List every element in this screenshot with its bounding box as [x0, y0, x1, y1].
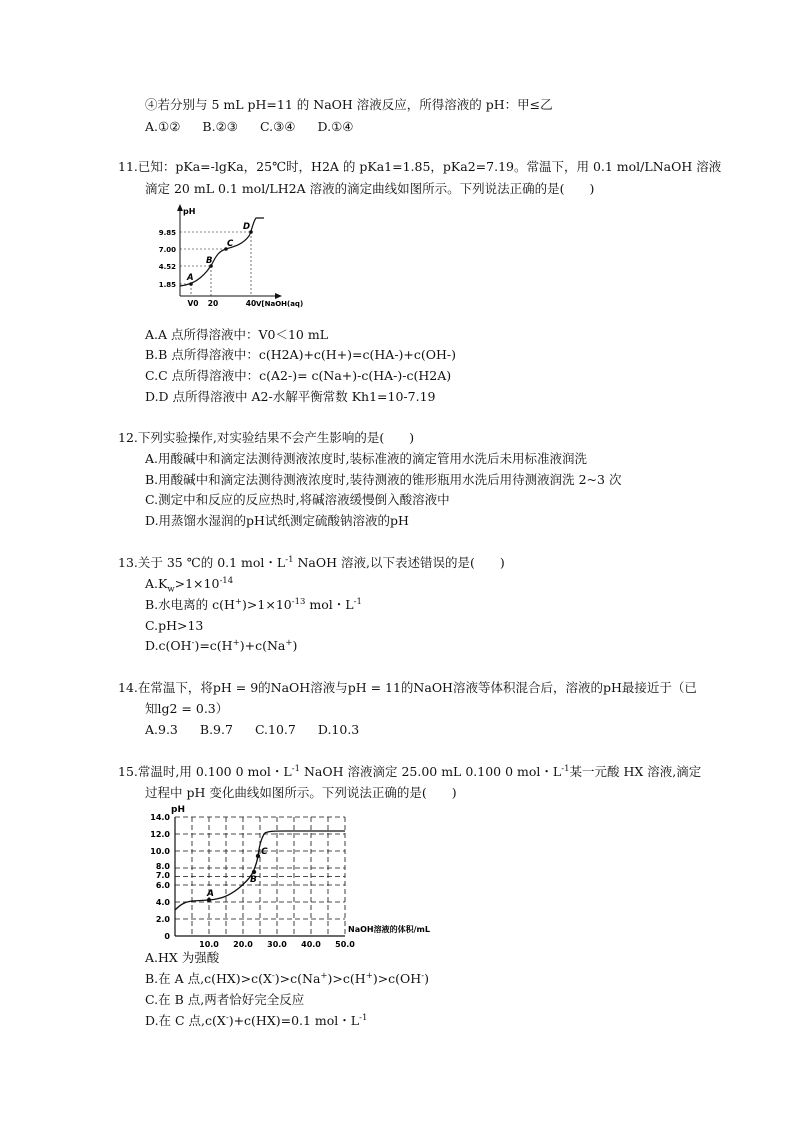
q12-option-d: D.用蒸馏水湿润的pH试纸测定硫酸钠溶液的pH — [145, 513, 409, 528]
q11-option-c: C.C 点所得溶液中：c(A2-)= c(Na+)-c(HA-)-c(H2A) — [145, 368, 452, 383]
q14-stem-line1: 14.在常温下，将pH = 9的NaOH溶液与pH = 11的NaOH溶液等体积混合后，溶液的pH最接近于（已 — [118, 680, 697, 695]
q15-xtick-40: 40.0 — [301, 940, 321, 949]
q15-option-c: C.在 B 点,两者恰好完全反应 — [145, 992, 305, 1007]
q11-option-d: D.D 点所得溶液中 A2-水解平衡常数 Kh1=10-7.19 — [145, 389, 436, 404]
q11-titration-chart — [150, 200, 304, 310]
q11-ytick-985: 9.85 — [158, 229, 176, 237]
q14-stem-line2: 知lg2 = 0.3） — [145, 701, 229, 716]
q13-option-d: D.c(OH-)=c(H+)+c(Na+) — [145, 637, 298, 653]
q10-option-a: A.①② — [145, 119, 181, 134]
q14-option-d: D.10.3 — [317, 722, 360, 737]
q13-option-b: B.水电离的 $c(H^+)>1\times 10^{-13}$ mol・$L^{-1}$ — [145, 596, 362, 612]
q15-ytick-4: 4.0 — [155, 898, 170, 907]
q11-stem-line2: 滴定 20 mL 0.1 mol/LH2A 溶液的滴定曲线如图所示。下列说法正确的是( ) — [145, 181, 595, 196]
q11-ytick-700: 7.00 — [158, 246, 176, 254]
q11-ytick-185: 1.85 — [158, 281, 176, 289]
q15-ytick-14: 14.0 — [150, 813, 170, 822]
q15-label-b: B — [250, 875, 257, 885]
q15-label-c: C — [261, 847, 268, 857]
q13-stem: 13.关于 35 ℃的 0.1 mol・$L^{-1}$ NaOH 溶液,以下表述错误的是( ) — [118, 554, 505, 570]
q11-ytick-452: 4.52 — [158, 263, 176, 271]
q14-option-a: A.9.3 — [145, 722, 178, 737]
q11-x-arrow — [275, 293, 282, 299]
q15-point-b — [252, 870, 256, 874]
q11-label-a: A — [187, 273, 194, 283]
q15-option-b: B.在 A 点,c(HX)>c(X-)>c(Na+)>c(H+)>c(OH-) — [145, 970, 429, 986]
q15-ytick-8: 8.0 — [155, 862, 170, 871]
q11-xtick-20: 20 — [207, 299, 219, 308]
q15-titration-chart — [145, 800, 460, 950]
q14-options — [145, 721, 381, 739]
q12-stem: 12.下列实验操作,对实验结果不会产生影响的是( ) — [118, 430, 415, 445]
q15-ytick-10: 10.0 — [150, 847, 170, 856]
q13-option-c: C.pH>13 — [145, 618, 204, 633]
q15-ylabel: pH — [171, 805, 185, 815]
q10-option-b: B.②③ — [202, 119, 238, 134]
q15-stem-line1: 15.常温时,用 0.100 0 mol・$L^{-1}$ NaOH 溶液滴定 25.00 mL 0.100 0 mol・$L^{-1}$某一元酸 HX 溶液,滴定 — [118, 763, 702, 779]
q11-xtick-v0: V0 — [187, 299, 199, 308]
q15-ytick-6: 6.0 — [155, 881, 170, 890]
q13-option-a: $A.K_w>1\times 10^{-14}$ — [145, 575, 234, 595]
q15-label-a: A — [207, 889, 214, 899]
q15-xlabel: NaOH溶液的体积/mL — [348, 925, 430, 934]
q14-option-c: C.10.7 — [254, 722, 296, 737]
q15-ytick-12: 12.0 — [150, 830, 170, 839]
q12-option-a: A.用酸碱中和滴定法测待测液浓度时,装标准液的滴定管用水洗后未用标准液润洗 — [145, 451, 587, 466]
q11-option-b: B.B 点所得溶液中：c(H2A)+c(H+)=c(HA-)+c(OH-) — [145, 347, 457, 362]
q11-stem-line1: 11.已知：pKa=-lgKa，25℃时，H2A 的 pKa1=1.85，pKa2=7.19。常温下，用 0.1 mol/LNaOH 溶液 — [118, 159, 722, 174]
q11-label-d: D — [243, 222, 251, 232]
q10-options — [145, 118, 375, 136]
q15-option-a: A.HX 为强酸 — [145, 950, 220, 965]
q15-xtick-20: 20.0 — [233, 940, 253, 949]
q15-option-d: D.在 C 点,c(X-)+c(HX)=0.1 mol・$L^{-1}$ — [145, 1012, 368, 1028]
q15-xtick-30: 30.0 — [267, 940, 287, 949]
q10-option-d: D.①④ — [317, 119, 354, 134]
q11-ylabel: pH — [183, 207, 196, 216]
q15-stem-line2: 过程中 pH 变化曲线如图所示。下列说法正确的是( ) — [145, 785, 457, 800]
q11-label-b: B — [206, 256, 213, 266]
q14-option-b: B.9.7 — [199, 722, 233, 737]
q10-option-c: C.③④ — [260, 119, 296, 134]
q15-ytick-0: 0 — [164, 932, 170, 941]
q11-option-a: A.A 点所得溶液中：V0＜10 mL — [145, 327, 329, 342]
q15-ytick-2: 2.0 — [155, 915, 170, 924]
q15-ytick-7: 7.0 — [155, 871, 170, 880]
q10-item4: ④若分别与 5 mL pH=11 的 NaOH 溶液反应，所得溶液的 pH：甲≤乙 — [145, 97, 553, 112]
q15-xtick-50: 50.0 — [335, 940, 355, 949]
q15-xtick-10: 10.0 — [199, 940, 219, 949]
q15-point-c — [256, 854, 260, 858]
q11-xlabel: V[NaOH(aq) — [256, 300, 304, 308]
q12-option-c: C.测定中和反应的反应热时,将碱溶液缓慢倒入酸溶液中 — [145, 492, 450, 507]
q12-option-b: B.用酸碱中和滴定法测待测液浓度时,装待测液的锥形瓶用水洗后用待测液润洗 2~3 次 — [145, 472, 622, 487]
q11-xtick-40: 40 — [245, 299, 257, 308]
q11-label-c: C — [227, 239, 234, 249]
